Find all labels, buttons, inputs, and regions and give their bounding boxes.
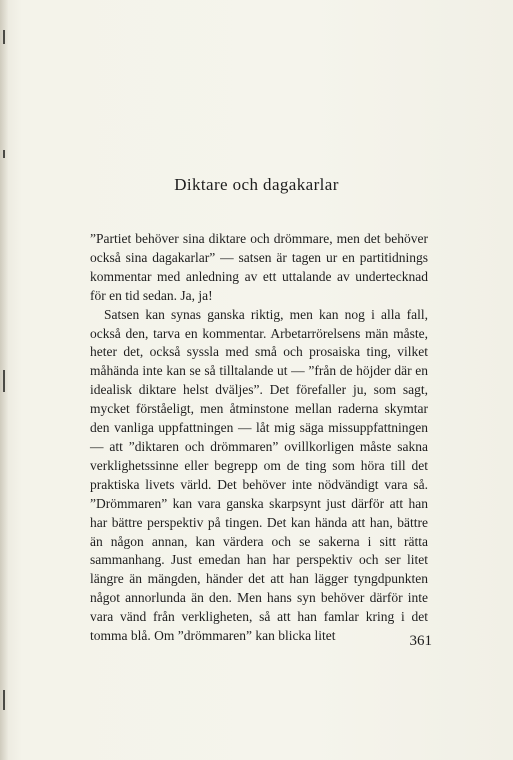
chapter-title: Diktare och dagakarlar <box>174 175 339 194</box>
page-number: 361 <box>409 633 432 649</box>
edge-mark <box>3 690 5 710</box>
edge-mark <box>3 30 5 44</box>
body-text <box>90 230 428 646</box>
edge-mark <box>3 370 5 392</box>
edge-mark <box>3 150 5 158</box>
paragraph: Satsen kan synas ganska riktig, men kan nog i alla fall, också den, tarva en kommentar. Arbetarrörelsens män måste, heter det, också syssla med små och prosaiska ting, vilket måhända inte kan se så tilltalande ut — ”från de höjder där en idealisk diktare helst dväljes”. Det förefaller ju, som sagt, mycket förståeligt, men åtminstone mellan raderna skymtar den vanliga uppfattningen — låt mig säga missuppfattningen — att ”diktaren och drömmaren” ovillkorligen måste sakna verklighetssinne eller begrepp om de ting som höra till det praktiska livets värld. Det behöver inte nödvändigt vara så. ”Drömmaren” kan vara ganska skarpsynt just därför att han har bättre perspektiv på tingen. Det kan hända att han, bättre än någon annan, kan värdera och se sakerna i sitt rätta sammanhang. Just emedan han har perspektiv och ser litet längre än mängden, händer det att han lägger tyngdpunkten något annorlunda än den. Men hans syn behöver därför inte vara vänd från verkligheten, så att han famlar kring i det tomma blå. Om ”drömmaren” kan blicka litet <box>90 306 428 644</box>
paragraph: ”Partiet behöver sina diktare och drömmare, men det behöver också sina dagakarlar” — satsen är tagen ur en partitidnings kommentar med anledning av ett uttalande av undertecknad för en tid sedan. Ja, ja! <box>90 231 428 303</box>
